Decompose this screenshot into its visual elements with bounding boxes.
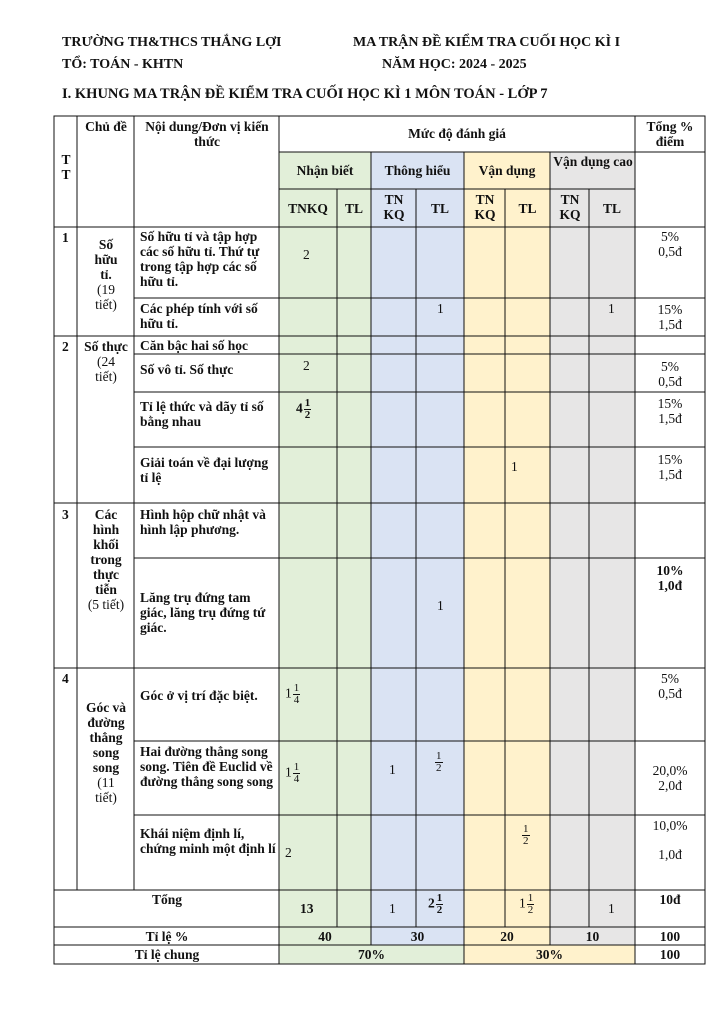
thong-hieu-header: Thông hiểu — [384, 163, 451, 178]
r1-nb-tnkq: 2 — [303, 247, 310, 262]
unit-8: Lăng trụ đứng tam giác, lăng trụ đứng tứ giác. — [140, 590, 266, 635]
ratio-label: Tỉ lệ % — [145, 929, 189, 944]
unit-6: Giải toán về đại lượng tỉ lệ — [140, 455, 269, 485]
r10-nb-tnkq: 1 $\frac{1}{4}$ — [285, 761, 300, 785]
ratio-nb: 40 — [318, 929, 332, 944]
nb-tl-header: TL — [344, 201, 363, 216]
percent-5: 15% 1,5đ — [657, 452, 683, 482]
ratio-common-a: 70% — [358, 947, 385, 962]
vdc-tl-header: TL — [602, 201, 621, 216]
document-title: MA TRẬN ĐỀ KIỂM TRA CUỐI HỌC KÌ I — [353, 35, 621, 50]
vdc-tnkq-header: TN KQ — [559, 192, 581, 222]
percent-8: 20,0% 2,0đ — [652, 763, 688, 793]
percent-2: 15% 1,5đ — [657, 302, 683, 332]
unit-1: Số hữu tỉ và tập hợp các số hữu tỉ. Thứ tự trong tập hợp các số hữu tỉ. — [140, 229, 260, 289]
van-dung-cao-header: Vận dụng cao — [553, 154, 633, 169]
r4-nb-tnkq: 2 — [303, 358, 310, 373]
r8-th-tl: 1 — [437, 598, 444, 613]
topic-1-name: Số hữu tỉ. (19 tiết) — [94, 237, 118, 312]
r2-th-tl: 1 — [437, 301, 444, 316]
group-name: TỔ: TOÁN - KHTN — [62, 57, 184, 72]
van-dung-band — [464, 152, 550, 945]
ratio-common-b: 30% — [536, 947, 563, 962]
totals-label: Tổng — [151, 892, 182, 907]
r6-vd-tnkq: 1 — [511, 459, 518, 474]
percent-3: 5% 0,5đ — [658, 359, 682, 389]
th-tnkq-header: TN KQ — [383, 192, 405, 222]
th-tl-header: TL — [430, 201, 449, 216]
totals-vd-tl: 1 $\frac{1}{2}$ — [519, 892, 534, 916]
topic-3-number: 3 — [62, 507, 69, 522]
r9-nb-tnkq: 1 $\frac{1}{4}$ — [285, 682, 300, 706]
r2-vdc-tl: 1 — [608, 301, 615, 316]
unit-11: Khái niệm định lí, chứng minh một định lí — [140, 826, 276, 856]
percent-7: 5% 0,5đ — [658, 671, 682, 701]
noi-dung-header: Nội dung/Đơn vị kiến thức — [145, 119, 269, 149]
van-dung-cao-band — [550, 152, 635, 945]
ratio-common-sum: 100 — [659, 947, 681, 962]
topic-1-number: 1 — [62, 230, 69, 245]
topic-3-name: Các hình khối trong thực tiễn (5 tiết) — [87, 507, 125, 612]
thong-hieu-band — [371, 152, 464, 945]
ratio-vd: 20 — [500, 929, 514, 944]
vd-tl-header: TL — [518, 201, 537, 216]
section-title: I. KHUNG MA TRẬN ĐỀ KIỂM TRA CUỐI HỌC KÌ 1 MÔN TOÁN - LỚP 7 — [62, 86, 548, 102]
topic-2-number: 2 — [62, 339, 69, 354]
unit-7: Hình hộp chữ nhật và hình lập phương. — [140, 507, 266, 537]
totals-th-tl: 2 $\frac{1}{2}$ — [428, 892, 443, 916]
ratio-common-label: Tỉ lệ chung — [134, 947, 200, 962]
vd-tnkq-header: TN KQ — [474, 192, 496, 222]
nhan-biet-band — [279, 152, 371, 945]
ratio-th: 30 — [410, 929, 425, 944]
r11-vd-tl: $\frac{1}{2}$ — [523, 823, 529, 847]
ratio-sum: 100 — [659, 929, 681, 944]
r10-th-tnkq: 1 — [389, 762, 396, 777]
nhan-biet-header: Nhận biết — [296, 163, 354, 178]
chu-de-header: Chủ đề — [85, 119, 127, 134]
unit-4: Số vô tỉ. Số thực — [140, 362, 234, 377]
unit-9: Góc ở vị trí đặc biệt. — [140, 688, 258, 703]
tong-diem-header: Tổng % điểm — [646, 119, 694, 149]
percent-4: 15% 1,5đ — [657, 396, 683, 426]
unit-2: Các phép tính với số hữu tỉ. — [140, 301, 258, 331]
totals-th-tnkq: 1 — [389, 901, 396, 916]
topic-4-name: Góc và đường thẳng song song (11 tiết) — [85, 700, 127, 805]
ratio-vdc: 10 — [585, 929, 600, 944]
percent-9: 10,0% 1,0đ — [652, 818, 688, 862]
totals-vdc-tl: 1 — [608, 901, 615, 916]
school-year: NĂM HỌC: 2024 - 2025 — [382, 57, 527, 72]
r11-nb-tnkq: 2 — [285, 845, 292, 860]
van-dung-header: Vận dụng — [478, 163, 536, 178]
topic-2-name: Số thực (24 tiết) — [84, 339, 128, 384]
percent-1: 5% 0,5đ — [658, 229, 682, 259]
unit-10: Hai đường thẳng song song. Tiên đề Euclid về đường thẳng song song — [140, 744, 274, 789]
unit-3: Căn bậc hai số học — [140, 338, 249, 353]
topic-4-number: 4 — [62, 671, 69, 686]
r10-th-tl: $\frac{1}{2}$ — [436, 750, 442, 774]
r5-nb-tnkq: 4 $\frac{1}{2}$ — [296, 397, 311, 421]
percent-6: 10% 1,0đ — [656, 563, 684, 593]
tt-header: T T — [61, 152, 71, 182]
unit-5: Tỉ lệ thức và dãy tỉ số bằng nhau — [140, 399, 264, 429]
totals-sum: 10đ — [659, 892, 681, 907]
totals-nb: 13 — [300, 901, 314, 916]
muc-do-header: Mức độ đánh giá — [408, 126, 506, 141]
nb-tnkq-header: TNKQ — [288, 201, 328, 216]
school-name: TRƯỜNG TH&THCS THẮNG LỢI — [62, 35, 282, 50]
